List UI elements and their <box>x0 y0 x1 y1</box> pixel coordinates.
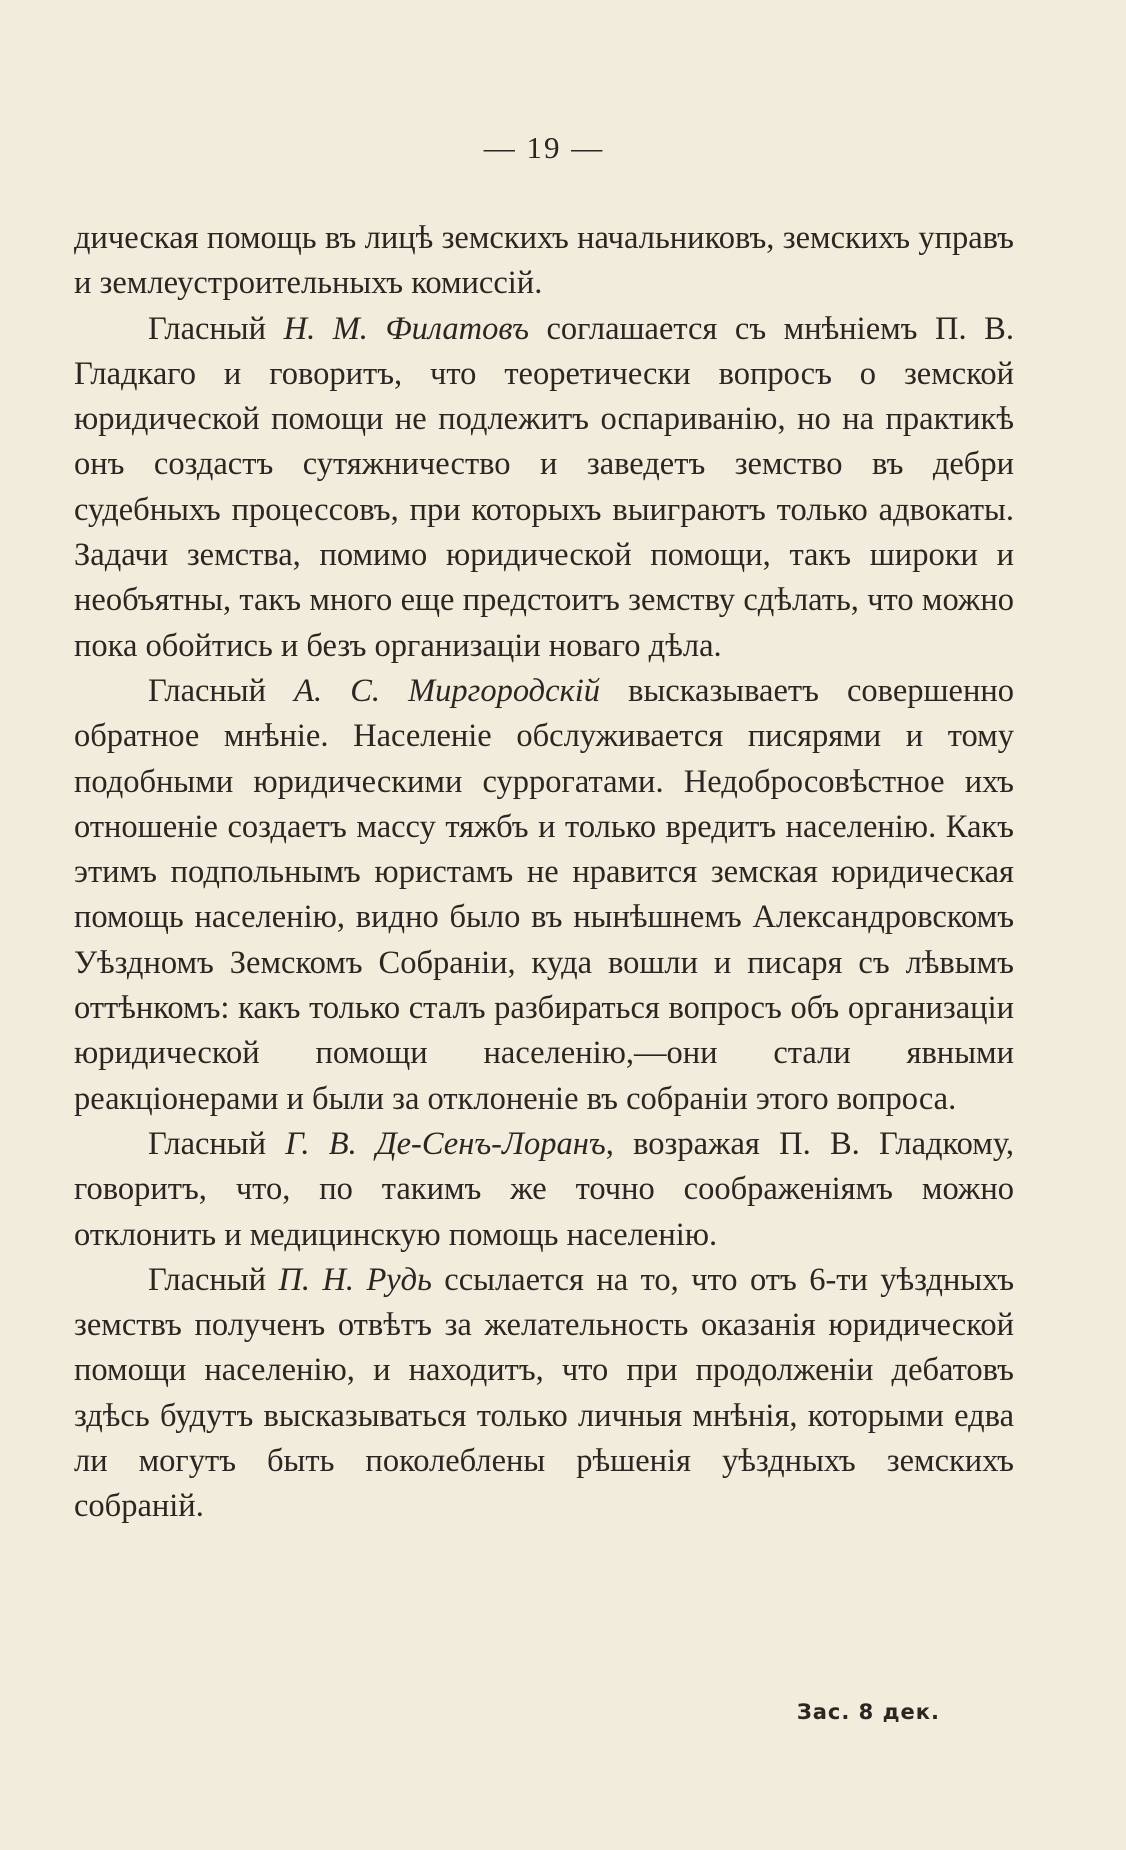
paragraph-text: дическая помощь въ лицѣ земскихъ начальниковъ, земскихъ управъ и землеустроительныхъ комиссій. <box>74 220 1014 302</box>
footer-signature: Зас. 8 дек. <box>796 1700 940 1724</box>
page-content <box>74 128 1014 1530</box>
paragraph-rud <box>74 1258 1014 1530</box>
speaker-name: А. С. Миргородскій <box>294 672 601 709</box>
paragraph-filatov <box>74 307 1014 669</box>
paragraph-text: , возражая П. В. Гладкому, говоритъ, что, по такимъ же точно соображеніямъ можно отклонить и медицинскую помощь населенію. <box>74 1125 1014 1253</box>
body-text <box>74 216 1014 1530</box>
paragraph-text: высказываетъ совершенно обратное мнѣніе. Населеніе обслуживается писярями и тому подобными юридическими суррогатами. Недобросовѣстное ихъ отношеніе создаетъ массу тяжбъ и только вредитъ населенію. Какъ этимъ подпольнымъ юристамъ не нравится земская юридическая помощь населенію, видно было въ нынѣшнемъ Александровскомъ Уѣздномъ Земскомъ Собраніи, куда вошли и писаря съ лѣвымъ оттѣнкомъ: какъ только сталъ разбираться вопросъ объ организаціи юридической помощи населенію,—они стали явными реакціонерами и были за отклоненіе въ собраніи этого вопроса. <box>74 672 1014 1117</box>
speaker-prefix: Гласный <box>148 1125 286 1162</box>
paragraph-mirgorodsky <box>74 669 1014 1122</box>
speaker-name: П. Н. Рудь <box>278 1261 432 1298</box>
speaker-prefix: Гласный <box>148 672 295 709</box>
page-number: — 19 — <box>483 130 605 165</box>
paragraph-de-sen-loran <box>74 1122 1014 1258</box>
paragraph-text: ссылается на то, что отъ 6-ти уѣздныхъ земствъ полученъ отвѣтъ за желательность оказанія юридической помощи населенію, и находитъ, что при продолженіи дебатовъ здѣсь будутъ высказываться только личныя мнѣнія, которыми едва ли могутъ быть поколеблены рѣшенія уѣздныхъ земскихъ собраній. <box>74 1261 1014 1525</box>
speaker-prefix: Гласный <box>148 310 284 347</box>
speaker-name: Г. В. Де-Сенъ-Лоранъ <box>285 1125 606 1162</box>
speaker-name: Н. М. Филатовъ <box>283 310 529 347</box>
paragraph-text: соглашается съ мнѣніемъ П. В. Гладкаго и говоритъ, что теоретически вопросъ о земской юридической помощи не подлежитъ оспариванію, но на практикѣ онъ создастъ сутяжничество и заведетъ земство въ дебри судебныхъ процессовъ, при которыхъ выиграютъ только адвокаты. Задачи земства, помимо юридической помощи, такъ широки и необъятны, такъ много еще предстоитъ земству сдѣлать, что можно пока обойтись и безъ организаціи новаго дѣла. <box>74 310 1014 664</box>
speaker-prefix: Гласный <box>148 1261 279 1298</box>
paragraph-continuation <box>74 216 1014 307</box>
